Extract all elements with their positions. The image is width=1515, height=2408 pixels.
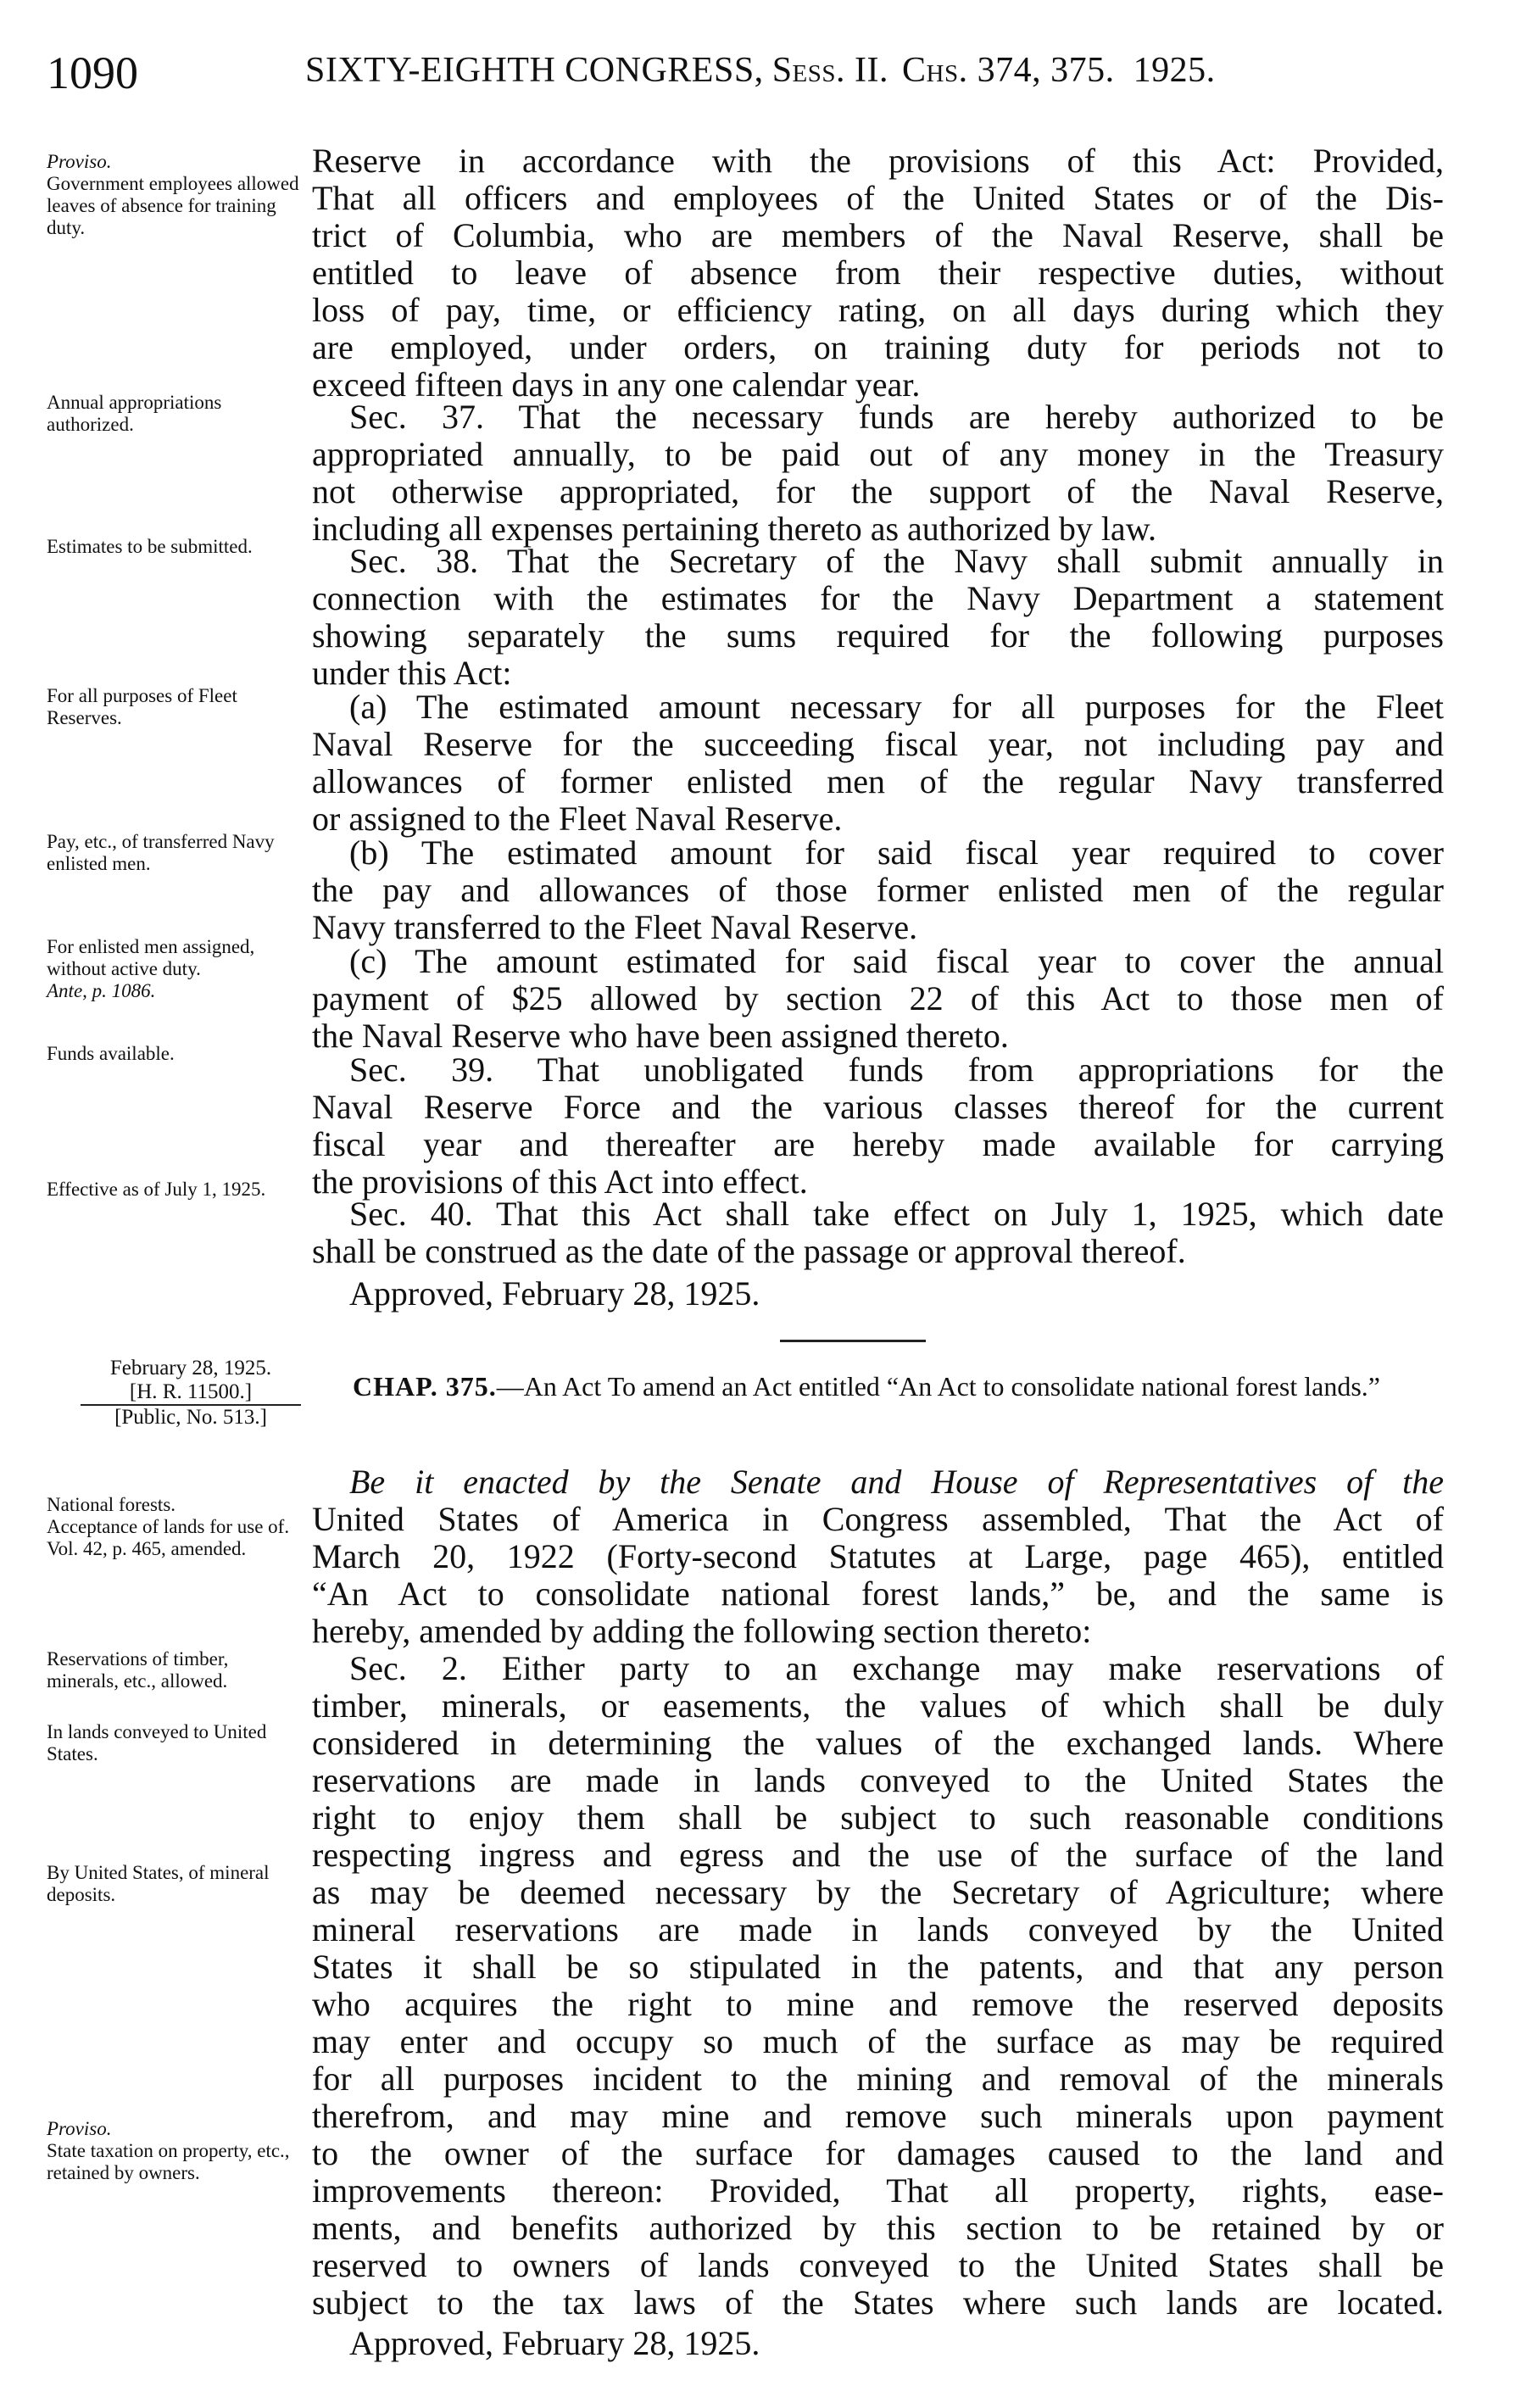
text-line: therefrom, and may mine and remove such minerals upon payment: [312, 2097, 1444, 2135]
chapter-description: —An Act To amend an Act entitled “An Act to consolidate national forest lands.”: [496, 1371, 1380, 1402]
margin-note-proviso-2: Proviso. State taxation on property, etc., retained by owners.: [47, 2118, 290, 2183]
text-line: the pay and allowances of those former enlisted men of the regular: [312, 871, 1444, 909]
margin-note-estimates: Estimates to be submitted.: [47, 536, 253, 557]
text-line: “An Act to consolidate national forest lands,” be, and the same is: [312, 1575, 1444, 1613]
text-line: or assigned to the Fleet Naval Reserve.: [312, 800, 843, 838]
margin-note-national-forests: National forests. Acceptance of lands for use of. Vol. 42, p. 465, amended.: [47, 1494, 290, 1559]
chapter-label: CHAP. 375.: [353, 1371, 497, 1402]
text-line: the provisions of this Act into effect.: [312, 1162, 808, 1201]
session-label: Sess. II.: [771, 51, 888, 90]
text-line: under this Act:: [312, 654, 512, 692]
text-line: showing separately the sums required for the following purposes: [312, 616, 1444, 655]
text-line: Sec. 2. Either party to an exchange may make reservations of: [349, 1649, 1444, 1687]
enacting-clause-line: Be it enacted by the Senate and House of Representatives of the: [349, 1463, 1444, 1501]
text-line: fiscal year and thereafter are hereby made available for carrying: [312, 1125, 1444, 1163]
text-line: Reserve in accordance with the provisions of this Act: Provided,: [312, 142, 1444, 180]
running-head-title: [305, 50, 1216, 91]
text-line: Sec. 37. That the necessary funds are hereby authorized to be: [349, 398, 1444, 436]
margin-note-fleet-reserves: For all purposes of Fleet Reserves.: [47, 685, 237, 728]
text-line: improvements thereon: Provided, That all property, rights, ease-: [312, 2171, 1444, 2210]
margin-note-proviso-1: Proviso. Government employees allowed leaves of absence for training duty.: [47, 151, 299, 238]
text-line: Naval Reserve for the succeeding fiscal year, not including pay and: [312, 725, 1444, 763]
margin-note-bill-info: February 28, 1925. [H. R. 11500.] [Public, No. 513.]: [81, 1357, 301, 1430]
text-line: right to enjoy them shall be subject to such reasonable conditions: [312, 1798, 1444, 1837]
year-label: 1925.: [1133, 51, 1216, 90]
text-line: trict of Columbia, who are members of the Naval Reserve, shall be: [312, 216, 1444, 254]
text-line: considered in determining the values of the exchanged lands. Where: [312, 1724, 1444, 1762]
text-line: Sec. 38. That the Secretary of the Navy shall submit annually in: [349, 542, 1444, 580]
text-line: for all purposes incident to the mining and removal of the minerals: [312, 2060, 1444, 2098]
text-line: shall be construed as the date of the passage or approval thereof.: [312, 1232, 1186, 1270]
text-line: United States of America in Congress assembled, That the Act of: [312, 1500, 1444, 1538]
text-line: Navy transferred to the Fleet Naval Reserve.: [312, 908, 918, 946]
text-line: not otherwise appropriated, for the support of the Naval Reserve,: [312, 472, 1444, 510]
text-line: payment of $25 allowed by section 22 of this Act to those men of: [312, 979, 1444, 1017]
text-line: to the owner of the surface for damages caused to the land and: [312, 2134, 1444, 2172]
text-line: (b) The estimated amount for said fiscal year required to cover: [349, 833, 1444, 872]
chapters-label: Chs. 374, 375.: [902, 51, 1115, 90]
margin-note-transferred-pay: Pay, etc., of transferred Navy enlisted men.: [47, 831, 275, 874]
text-line: exceed fifteen days in any one calendar year.: [312, 365, 921, 404]
text-line: timber, minerals, or easements, the values of which shall be duly: [312, 1686, 1444, 1725]
text-line: connection with the estimates for the Navy Department a statement: [312, 579, 1444, 617]
text-line: (a) The estimated amount necessary for all purposes for the Fleet: [349, 688, 1444, 726]
approval-line: Approved, February 28, 1925.: [349, 2324, 760, 2362]
text-line: allowances of former enlisted men of the regular Navy transferred: [312, 762, 1444, 800]
margin-note-reservations: Reservations of timber, minerals, etc., allowed.: [47, 1648, 229, 1692]
section-divider: [780, 1340, 926, 1342]
text-line: respecting ingress and egress and the use of the surface of the land: [312, 1836, 1444, 1874]
text-line: who acquires the right to mine and remove the reserved deposits: [312, 1985, 1444, 2023]
margin-note-appropriations: Annual appropriations authorized.: [47, 392, 222, 435]
margin-note-effective-date: Effective as of July 1, 1925.: [47, 1179, 266, 1200]
text-line: reservations are made in lands conveyed to the United States the: [312, 1761, 1444, 1799]
text-line: hereby, amended by adding the following section thereto:: [312, 1612, 1092, 1650]
chapter-375-title: [312, 1370, 1444, 1402]
text-line: mineral reservations are made in lands conveyed by the United: [312, 1910, 1444, 1948]
text-line: including all expenses pertaining thereto as authorized by law.: [312, 510, 1156, 548]
text-line: appropriated annually, to be paid out of any money in the Treasury: [312, 435, 1444, 473]
text-line: as may be deemed necessary by the Secretary of Agriculture; where: [312, 1873, 1444, 1911]
text-line: reserved to owners of lands conveyed to the United States shall be: [312, 2246, 1444, 2284]
text-line: entitled to leave of absence from their respective duties, without: [312, 254, 1444, 292]
text-line: may enter and occupy so much of the surface as may be required: [312, 2022, 1444, 2060]
text-line: Sec. 40. That this Act shall take effect on July 1, 1925, which date: [349, 1195, 1444, 1233]
congress-label: SIXTY-EIGHTH CONGRESS,: [305, 51, 764, 90]
margin-note-lands-conveyed: In lands conveyed to United States.: [47, 1721, 267, 1764]
margin-note-mineral-deposits: By United States, of mineral deposits.: [47, 1862, 270, 1905]
margin-note-enlisted-assigned: For enlisted men assigned, without active duty. Ante, p. 1086.: [47, 936, 255, 1001]
text-line: Sec. 39. That unobligated funds from appropriations for the: [349, 1051, 1444, 1089]
text-line: subject to the tax laws of the States where such lands are located.: [312, 2283, 1444, 2322]
text-line: States it shall be so stipulated in the patents, and that any person: [312, 1948, 1444, 1986]
approval-line: Approved, February 28, 1925.: [349, 1274, 760, 1313]
text-line: the Naval Reserve who have been assigned thereto.: [312, 1017, 1009, 1055]
running-header: [0, 47, 1515, 114]
margin-note-funds-available: Funds available.: [47, 1043, 175, 1064]
page-number: 1090: [47, 47, 138, 98]
text-line: are employed, under orders, on training duty for periods not to: [312, 328, 1444, 366]
text-line: loss of pay, time, or efficiency rating, on all days during which they: [312, 291, 1444, 329]
text-line: March 20, 1922 (Forty-second Statutes at Large, page 465), entitled: [312, 1537, 1444, 1575]
text-line: (c) The amount estimated for said fiscal year to cover the annual: [349, 942, 1444, 980]
text-line: That all officers and employees of the United States or of the Dis-: [312, 179, 1444, 217]
text-line: Naval Reserve Force and the various classes thereof for the current: [312, 1088, 1444, 1126]
text-line: ments, and benefits authorized by this section to be retained by or: [312, 2209, 1444, 2247]
